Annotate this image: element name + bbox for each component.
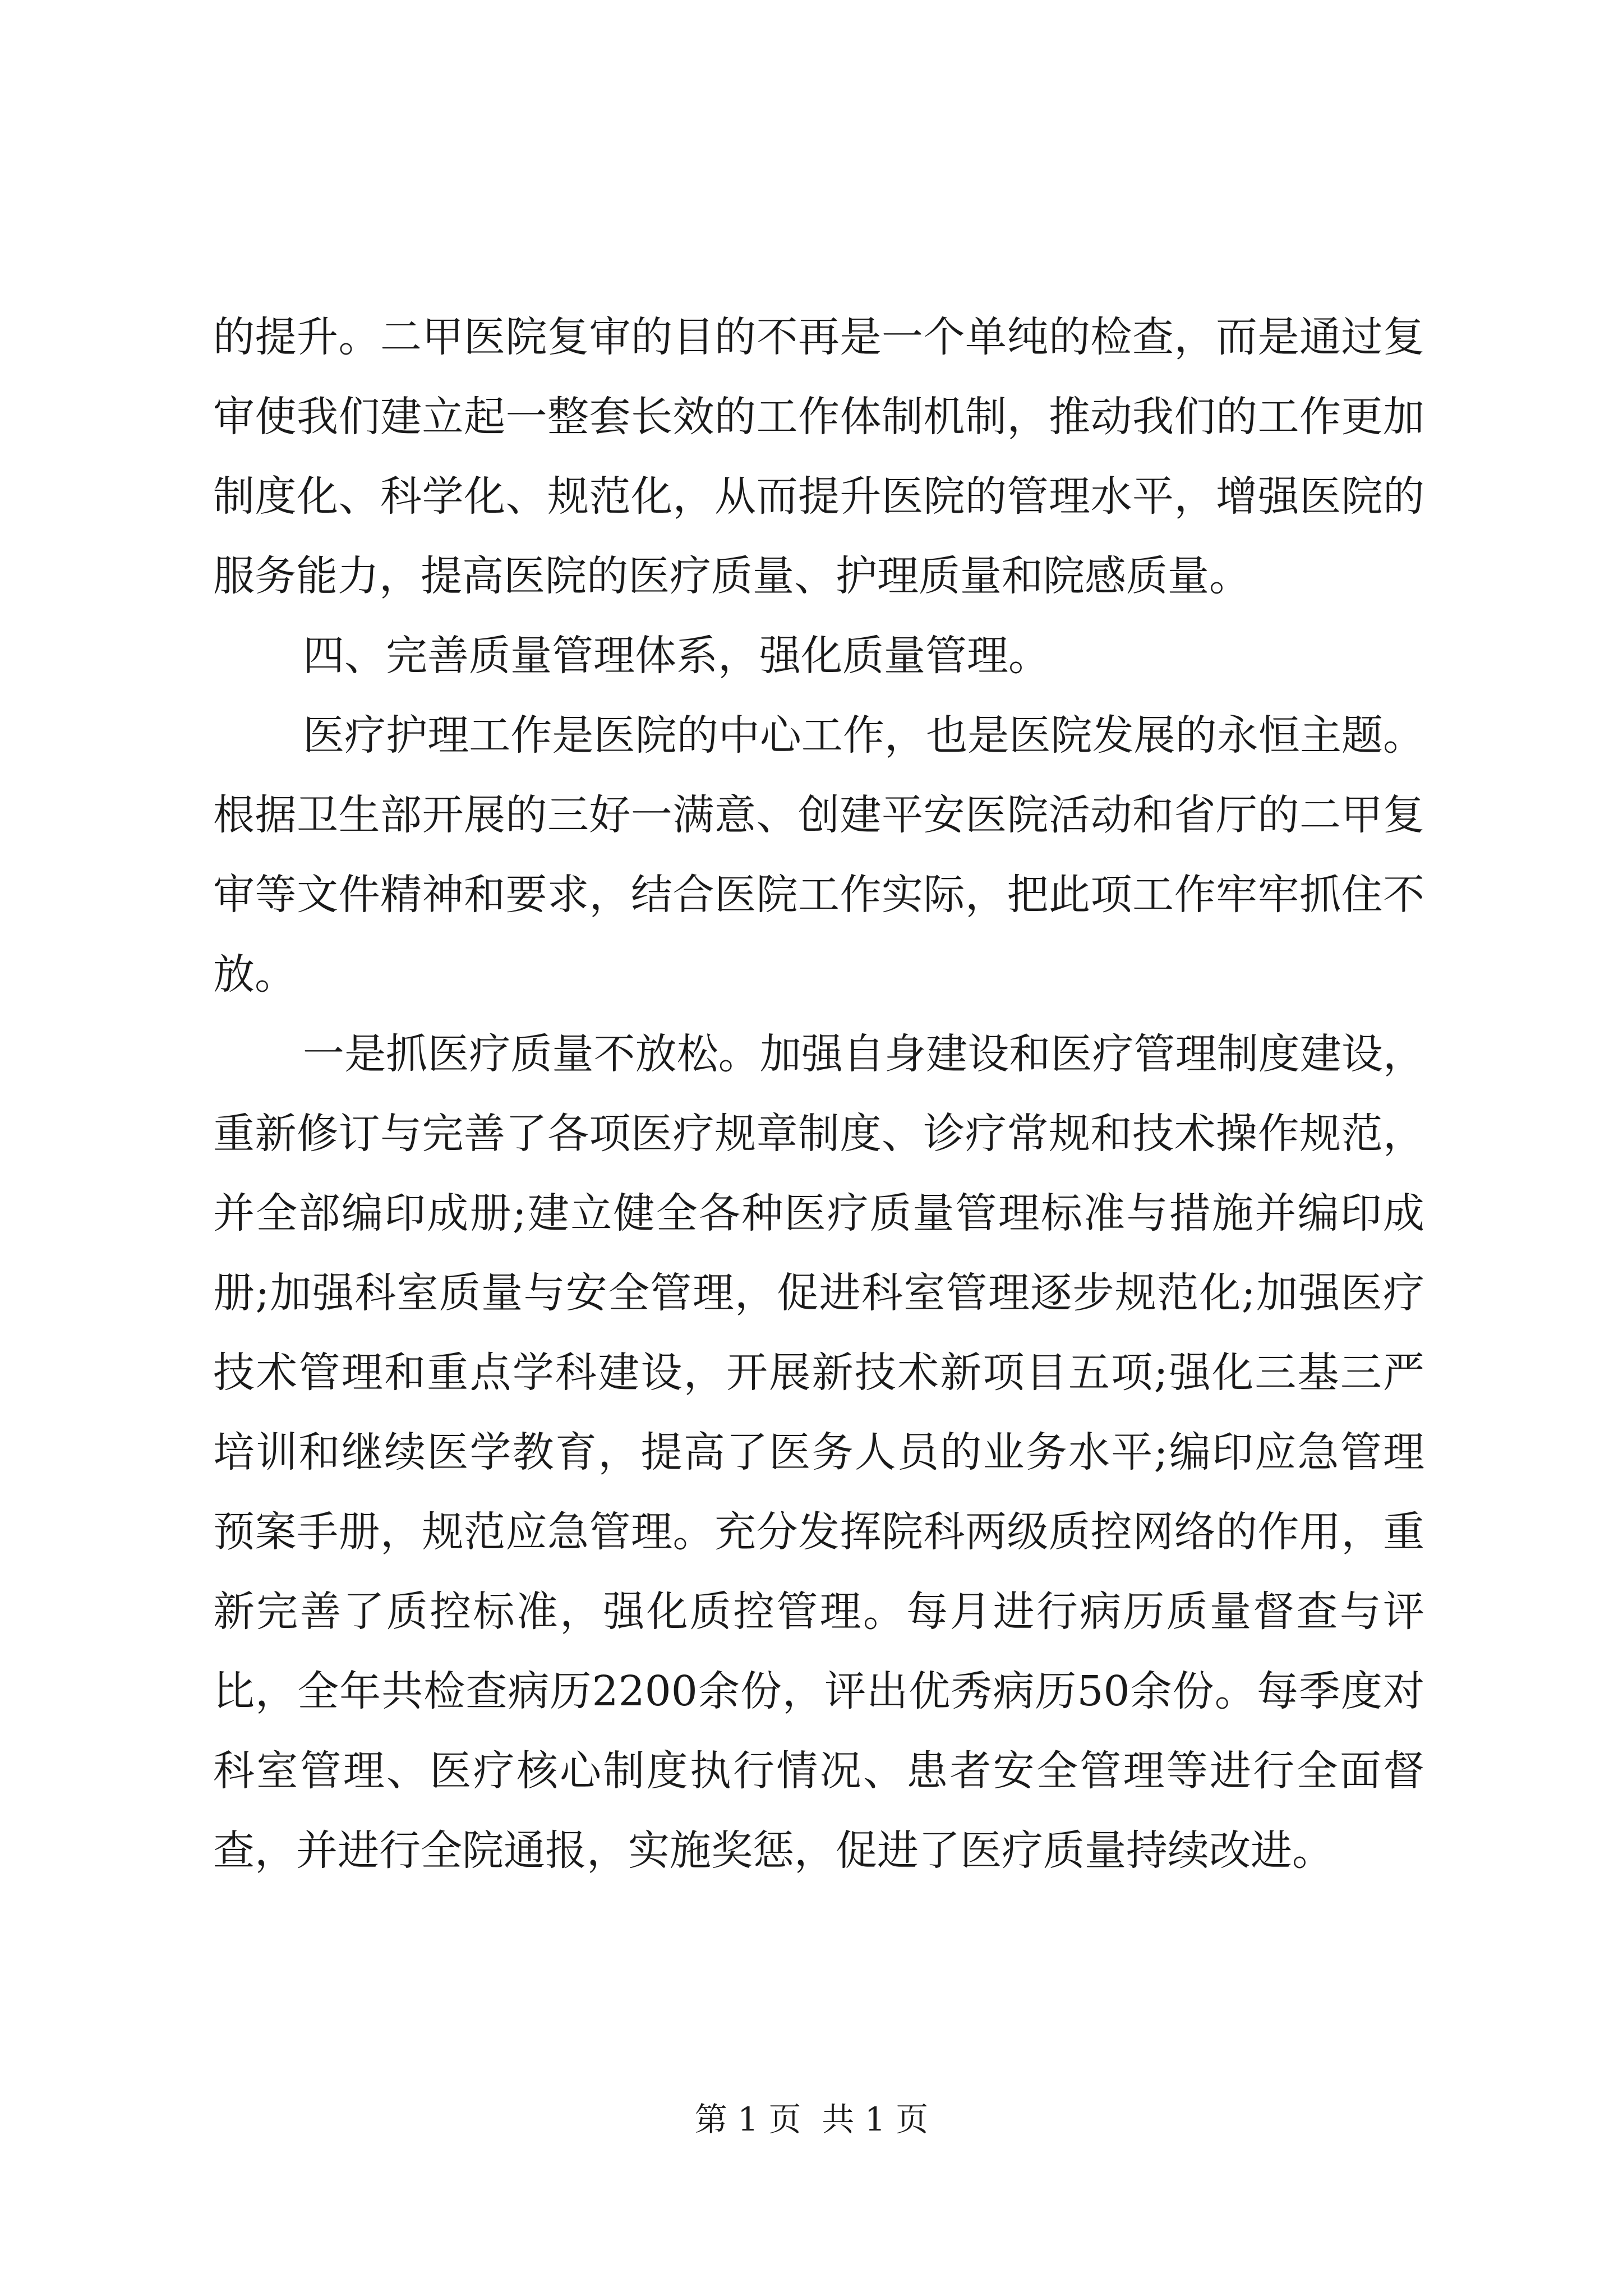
document-body — [213, 297, 1424, 1890]
paragraph-continuation: 的提升。二甲医院复审的目的不再是一个单纯的检查，而是通过复审使我们建立起一整套长效的工作体制机制，推动我们的工作更加制度化、科学化、规范化，从而提升医院的管理水平，增强医院的服务能力，提高医院的医疗质量、护理质量和院感质量。 — [213, 313, 1424, 600]
paragraph-intro: 医疗护理工作是医院的中心工作，也是医院发展的永恒主题。根据卫生部开展的三好一满意、创建平安医院活动和省厅的二甲复审等文件精神和要求，结合医院工作实际，把此项工作牢牢抓住不放。 — [213, 711, 1424, 999]
section-heading: 四、完善质量管理体系，强化质量管理。 — [303, 632, 1050, 680]
page-footer — [0, 2097, 1623, 2142]
paragraph-medical-quality: 一是抓医疗质量不放松。加强自身建设和医疗管理制度建设，重新修订与完善了各项医疗规章制度、诊疗常规和技术操作规范，并全部编印成册;建立健全各种医疗质量管理标准与措施并编印成册;加强科室质量与安全管理，促进科室管理逐步规范化;加强医疗技术管理和重点学科建设，开展新技术新项目五项;强化三基三严培训和继续医学教育，提高了医务人员的业务水平;编印应急管理预案手册，规范应急管理。充分发挥院科两级质控网络的作用，重新完善了质控标准，强化质控管理。每月进行病历质量督查与评比，全年共检查病历2200余份，评出优秀病历50余份。每季度对科室管理、医疗核心制度执行情况、患者安全管理等进行全面督查，并进行全院通报，实施奖惩，促进了医疗质量持续改进。 — [213, 1030, 1424, 1875]
page-number: 第 1 页 共 1 页 — [694, 2100, 929, 2138]
